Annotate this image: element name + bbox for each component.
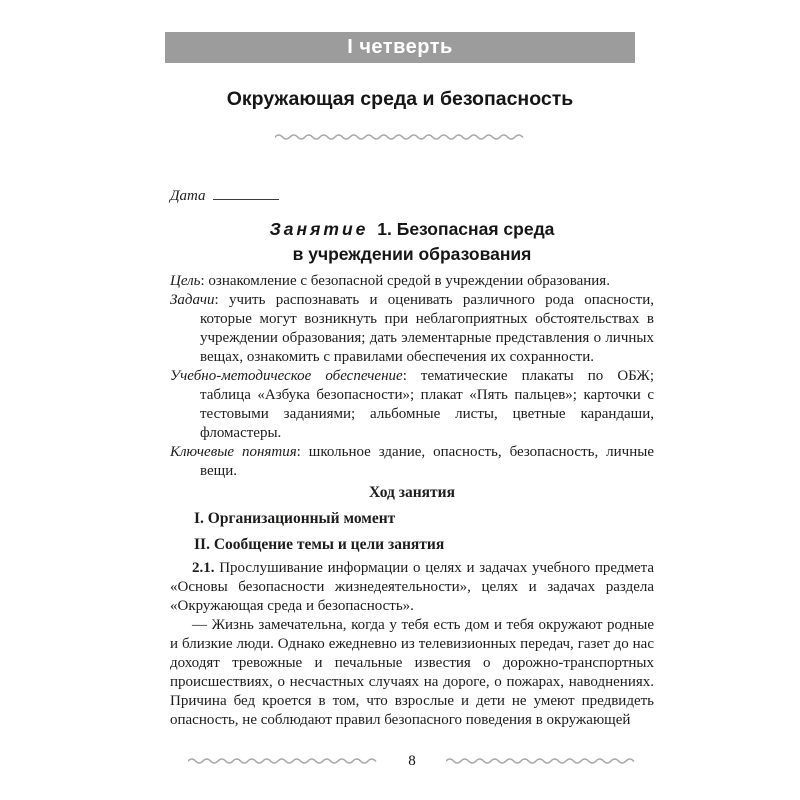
meta-text: : учить распознавать и оценивать различного рода опасности, которые могут возникнуть при неблагоприятных обстоятельствах в учреждении образования; дать элементарные представления о личных вещах, ознакомить с правилами обеспечения их сохранности. [200,292,654,365]
date-row [170,186,654,205]
text-column [170,186,654,730]
page-footer [170,752,654,770]
meta-lead: Ключевые понятия [170,444,297,460]
date-label: Дата [170,188,206,204]
meta-paragraph-materials [170,367,654,443]
meta-text: : школьное здание, опасность, безопасность, личные вещи. [200,444,654,479]
body-paragraph-text: Жизнь замечательна, когда у тебя есть дом и тебя окружают родные и близкие люди. Однако ежедневно из телевизионных передач, газет до нас доходят тревожные и печальные известия о дорожно-транспортных происшествиях, о несчастных случаях на дороге, о пожарах, наводнениях. Причина бед кроется в том, что взрослые и дети не умеют предвидеть опасность, не соблюдают правил безопасного поведения в окружающей [170,617,654,728]
page-number: 8 [408,753,416,769]
body-paragraph-text: Прослушивание информации о целях и задачах учебного предмета «Основы безопасности жизнедеятельности», целях и задачах раздела «Окружающая среда и безопасность». [170,560,654,614]
meta-text: : ознакомление с безопасной средой в учреждении образования. [200,273,610,289]
section-title: Окружающая среда и безопасность [226,88,574,110]
quarter-banner [165,32,635,63]
meta-lead: Задачи [170,292,215,308]
body-paragraph-lead: 2.1. [192,560,215,576]
body-paragraph-lead: — [192,617,207,633]
body-paragraph-teacher-speech [170,616,654,730]
meta-paragraph-tasks [170,291,654,367]
meta-lead: Цель [170,273,201,289]
flow-heading: Ход занятия [369,484,455,501]
lesson-heading-rest: 1. Безопасная среда [377,219,555,239]
meta-paragraph-goal [170,272,654,291]
wave-ornament-icon [446,756,636,766]
lesson-heading-lead: Занятие [269,219,369,239]
body-paragraph-2-1 [170,559,654,616]
stage-heading-2: II. Сообщение темы и цели занятия [194,536,445,553]
meta-text: : тематические плакаты по ОБЖ; таблица «Азбука безопасности»; плакат «Пять пальцев»; карточки с тестовыми заданиями; альбомные листы, цветные карандаши, фломастеры. [200,368,654,441]
quarter-banner-label: I четверть [347,36,453,58]
lesson-heading [170,217,654,267]
wave-ornament-icon [188,756,378,766]
meta-lead: Учебно-методическое обеспечение [170,368,403,384]
wave-ornament-icon [275,132,525,142]
date-blank-line [213,186,279,200]
title-wave-divider [0,132,800,142]
stage-heading-1: I. Организационный момент [194,510,396,527]
lesson-heading-line2: в учреждении образования [292,244,532,264]
lesson-meta-block [170,272,654,481]
meta-paragraph-key-terms [170,443,654,481]
